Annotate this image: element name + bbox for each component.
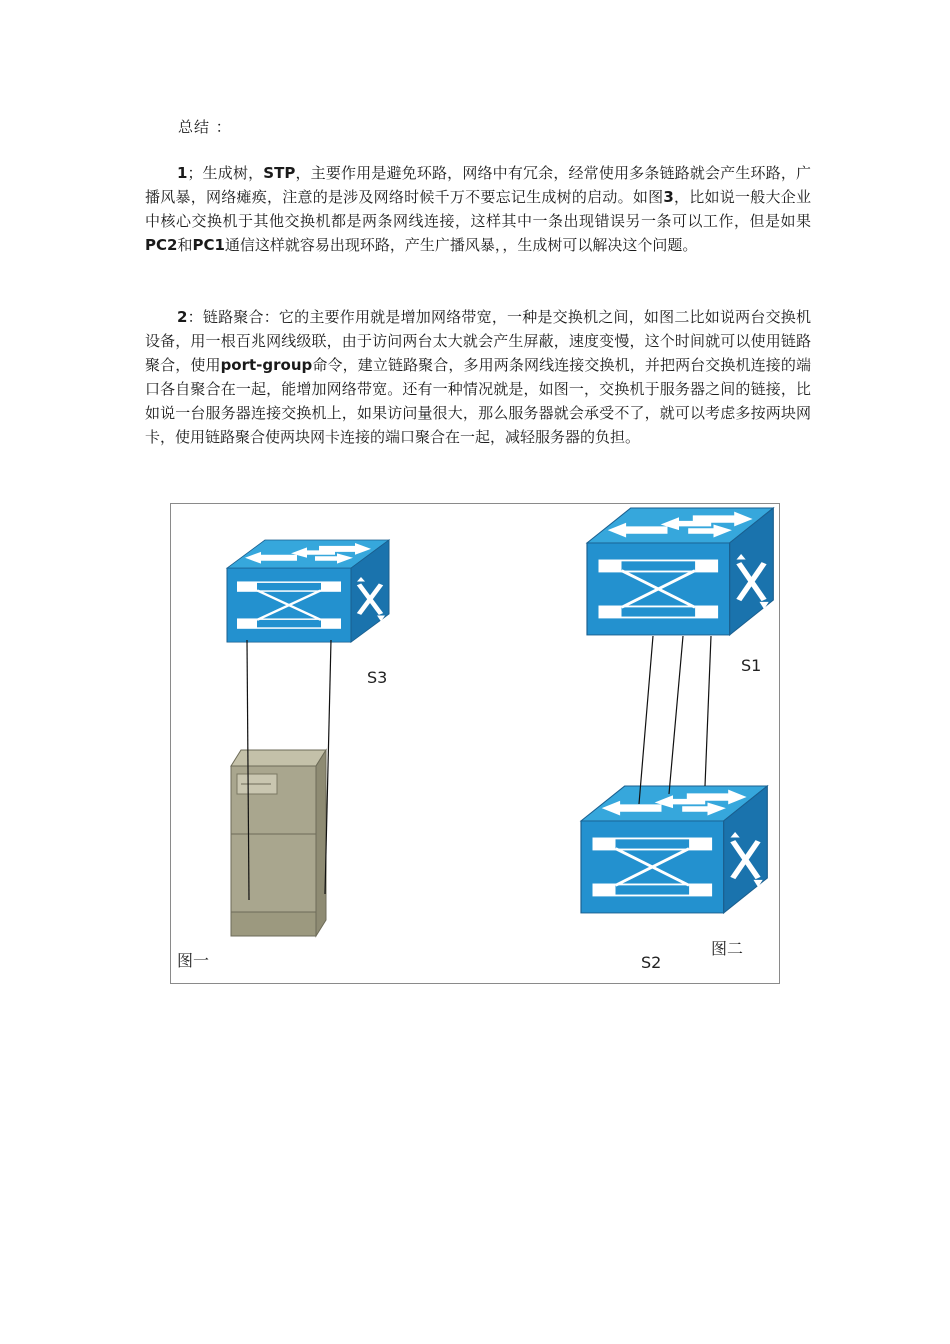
- paragraph-stp: 1；生成树，STP，主要作用是避免环路，网络中有冗余，经常使用多条链路就会产生环路，广播风暴，网络瘫痪，注意的是涉及网络时候千万不要忘记生成树的启动。如图3，比如说一般大企业中核心交换机于其他交换机都是两条网线连接，这样其中一条出现错误另一条可以工作，但是如果PC2和PC1通信这样就容易出现环路，产生广播风暴，，生成树可以解决这个问题。: [145, 164, 811, 254]
- switch-s3-icon: [227, 540, 389, 642]
- keyword-stp: STP: [263, 164, 296, 182]
- switch-s1-icon: [587, 508, 773, 635]
- keyword-port-group: port-group: [220, 356, 313, 374]
- switch-s2-icon: [581, 786, 767, 913]
- paragraph-number: 2: [177, 308, 188, 326]
- keyword-fig3: 3: [663, 188, 674, 206]
- label-fig1: 图一: [177, 951, 210, 970]
- network-diagram: [171, 504, 781, 985]
- keyword-pc1: PC1: [192, 236, 225, 254]
- link-s1-s2-1: [639, 636, 653, 804]
- paragraph-link-aggregation: 2：链路聚合：它的主要作用就是增加网络带宽，一种是交换机之间，如图二比如说两台交换机设备，用一根百兆网线级联，由于访问两台太大就会产生屏蔽，速度变慢，这个时间就可以使用链路聚合，使用port-group命令，建立链路聚合，多用两条网线连接交换机，并把两台交换机连接的端口各自聚合在一起，能增加网络带宽。还有一种情况就是，如图一，交换机于服务器之间的链接，比如说一台服务器连接交换机上，如果访问量很大，那么服务器就会承受不了，就可以考虑多按两块网卡，使用链路聚合使两块网卡连接的端口聚合在一起，减轻服务器的负担。: [145, 308, 811, 446]
- server-icon: [231, 750, 326, 936]
- link-s1-s2-3: [705, 636, 711, 786]
- label-s1: S1: [741, 656, 762, 675]
- link-s1-s2-2: [669, 636, 683, 794]
- keyword-pc2: PC2: [145, 236, 178, 254]
- summary-heading: 总结 ：: [178, 118, 232, 136]
- label-s2: S2: [641, 953, 662, 972]
- paragraph-number: 1: [177, 164, 188, 182]
- label-fig2: 图二: [711, 939, 744, 958]
- network-diagram-figure: [170, 503, 780, 984]
- label-s3: S3: [367, 668, 388, 687]
